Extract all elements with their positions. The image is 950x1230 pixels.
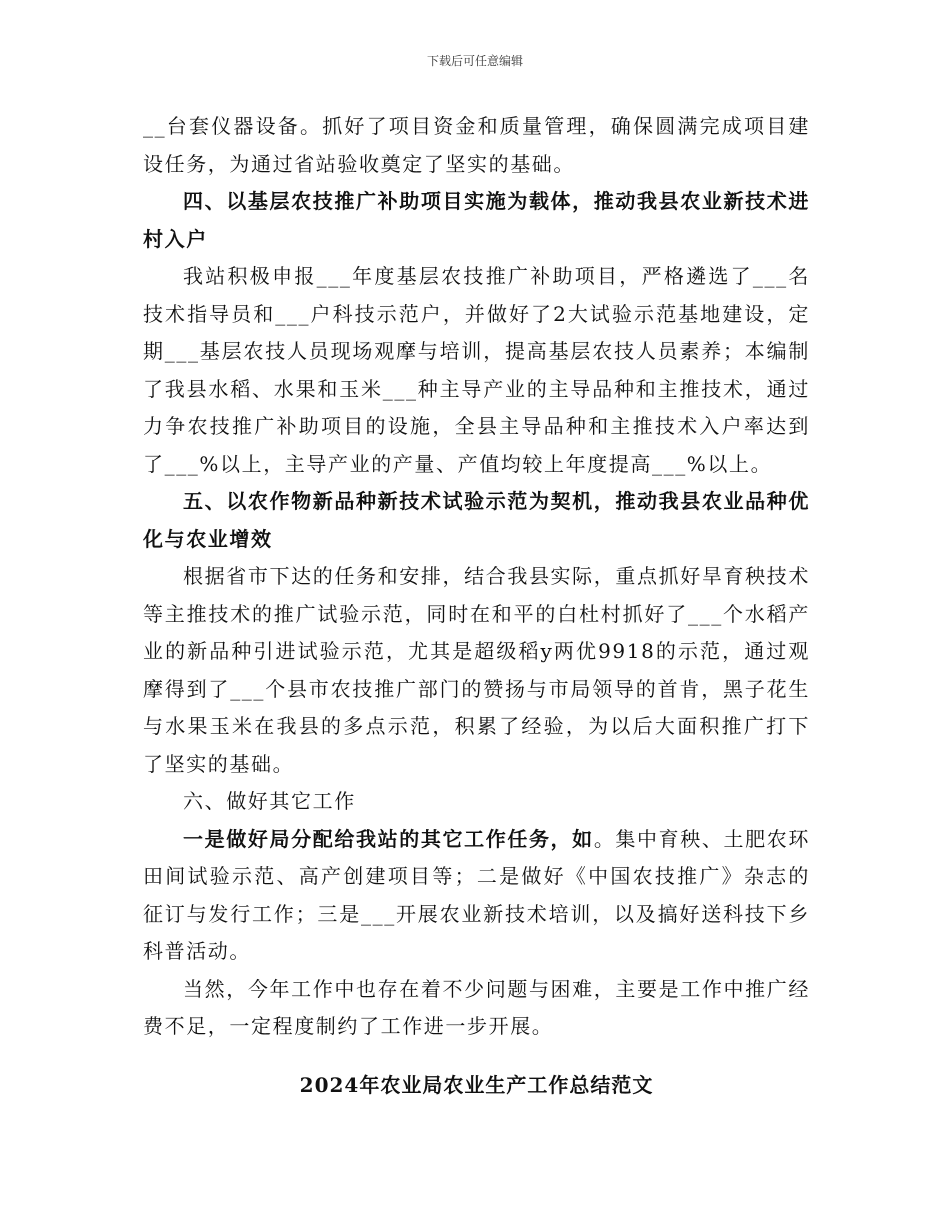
document-body <box>143 108 810 1104</box>
section-heading-4: 四、以基层农技推广补助项目实施为载体，推动我县农业新技术进村入户 <box>143 189 810 251</box>
other-work-lead: 一是做好局分配给我站的其它工作任务，如 <box>183 826 594 851</box>
paragraph-demonstration: 根据省市下达的任务和安排，结合我县实际，重点抓好旱育秧技术等主推技术的推广试验示范，同时在和平的白杜村抓好了___个水稻产业的新品种引进试验示范，尤其是超级稻y两优9918的示范，通过观摩得到了___个县市农技推广部门的赞扬与市局领导的首肯，黑子花生与水果玉米在我县的多点示范，积累了经验，为以后大面积推广打下了坚实的基础。 <box>143 564 810 776</box>
paragraph-problems: 当然，今年工作中也存在着不少问题与困难，主要是工作中推广经费不足，一定程度制约了工作进一步开展。 <box>143 976 810 1038</box>
page-header: 下载后可任意编辑 <box>426 54 523 68</box>
paragraph-other-work <box>143 821 810 971</box>
paragraph-extension-project: 我站积极申报___年度基层农技推广补助项目，严格遴选了___名技术指导员和___户科技示范户，并做好了2大试验示范基地建设，定期___基层农技人员现场观摩与培训，提高基层农技人员素养；本编制了我县水稻、水果和玉米___种主导产业的主导品种和主推技术，通过力争农技推广补助项目的设施，全县主导品种和主推技术入户率达到了___%以上，主导产业的产量、产值均较上年度提高___%以上。 <box>143 264 810 476</box>
section-heading-6: 六、做好其它工作 <box>183 789 356 813</box>
paragraph-equipment: __台套仪器设备。抓好了项目资金和质量管理，确保圆满完成项目建设任务，为通过省站验收奠定了坚实的基础。 <box>143 114 810 176</box>
section-heading-5: 五、以农作物新品种新技术试验示范为契机，推动我县农业品种优化与农业增效 <box>143 489 810 551</box>
document-title: 2024年农业局农业生产工作总结范文 <box>299 1072 654 1097</box>
other-work-details: 。集中育秧、土肥农环田间试验示范、高产创建项目等；二是做好《中国农技推广》杂志的征订与发行工作；三是___开展农业新技术培训，以及搞好送科技下乡科普活动。 <box>143 826 811 963</box>
